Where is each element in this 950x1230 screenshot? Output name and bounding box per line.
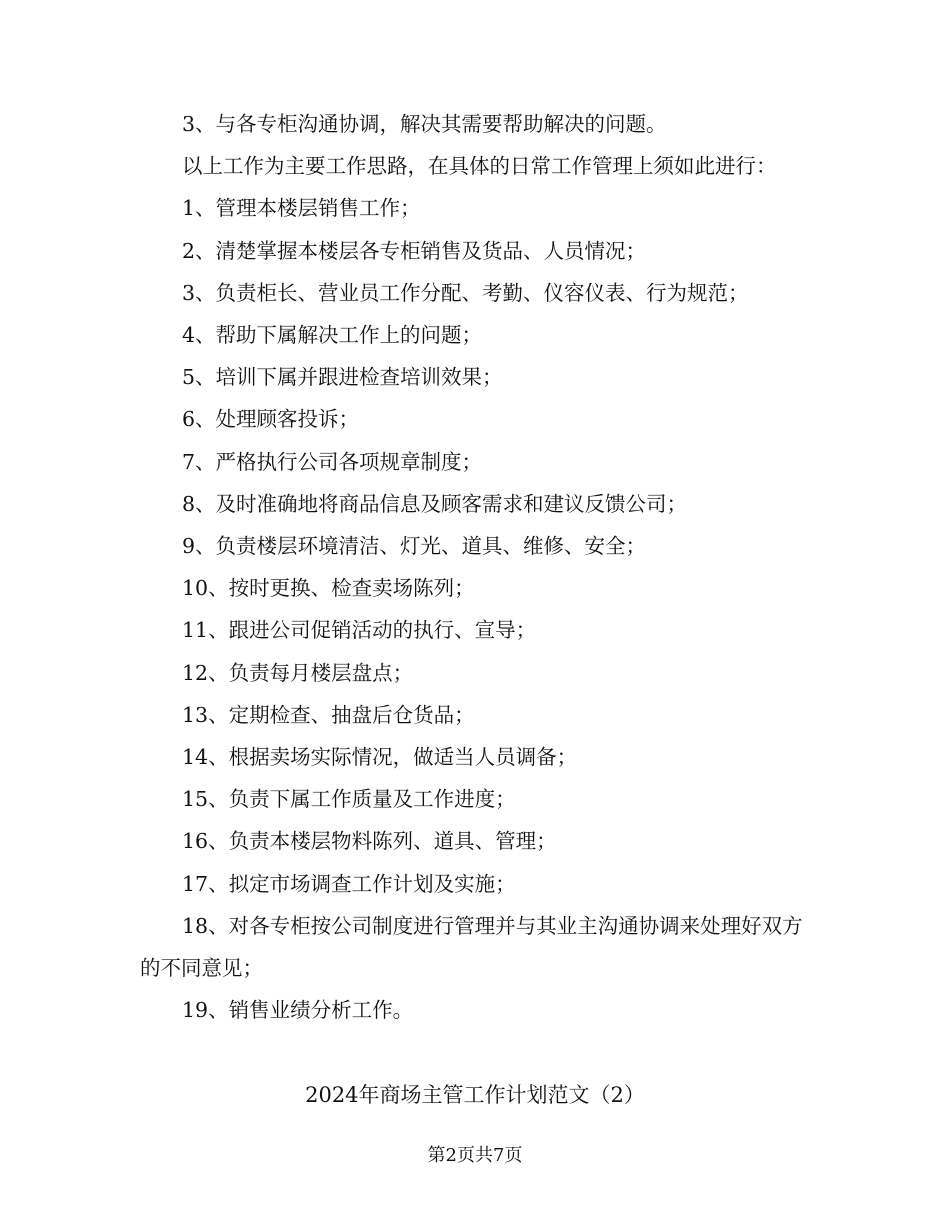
list-item: 19、销售业绩分析工作。 <box>182 998 414 1023</box>
list-item: 14、根据卖场实际情况，做适当人员调备； <box>182 745 578 770</box>
list-item: 9、负责楼层环境清洁、灯光、道具、维修、安全； <box>182 534 647 559</box>
paragraph: 以上工作为主要工作思路，在具体的日常工作管理上须如此进行： <box>182 154 777 179</box>
list-item: 5、培训下属并跟进检查培训效果； <box>182 365 503 390</box>
list-item: 10、按时更换、检查卖场陈列； <box>182 576 475 601</box>
list-item: 2、清楚掌握本楼层各专柜销售及货品、人员情况； <box>182 238 647 263</box>
list-item: 4、帮助下属解决工作上的问题； <box>182 323 483 348</box>
paragraph: 3、与各专柜沟通协调，解决其需要帮助解决的问题。 <box>182 112 667 136</box>
list-item: 12、负责每月楼层盘点； <box>182 660 414 685</box>
page-number: 第2页共7页 <box>427 1145 523 1166</box>
list-item: 8、及时准确地将商品信息及顾客需求和建议反馈公司； <box>182 491 688 516</box>
list-item: 18、对各专柜按公司制度进行管理并与其业主沟通协调来处理好双方的不同意见； <box>140 913 803 981</box>
section-title: 2024年商场主管工作计划范文（2） <box>305 1083 645 1107</box>
list-item: 11、跟进公司促销活动的执行、宣导； <box>182 618 537 643</box>
list-item: 3、负责柜长、营业员工作分配、考勤、仪容仪表、行为规范； <box>182 280 749 305</box>
list-item: 17、拟定市场调查工作计划及实施； <box>182 871 516 896</box>
list-item: 1、管理本楼层销售工作； <box>182 196 421 221</box>
list-item: 6、处理顾客投诉； <box>182 407 360 432</box>
body-text <box>140 103 808 1031</box>
list-item: 16、负责本楼层物料陈列、道具、管理； <box>182 829 557 854</box>
list-item: 13、定期检查、抽盘后仓货品； <box>182 702 475 727</box>
list-item: 7、严格执行公司各项规章制度； <box>182 449 483 474</box>
list-item: 15、负责下属工作质量及工作进度； <box>182 787 516 812</box>
